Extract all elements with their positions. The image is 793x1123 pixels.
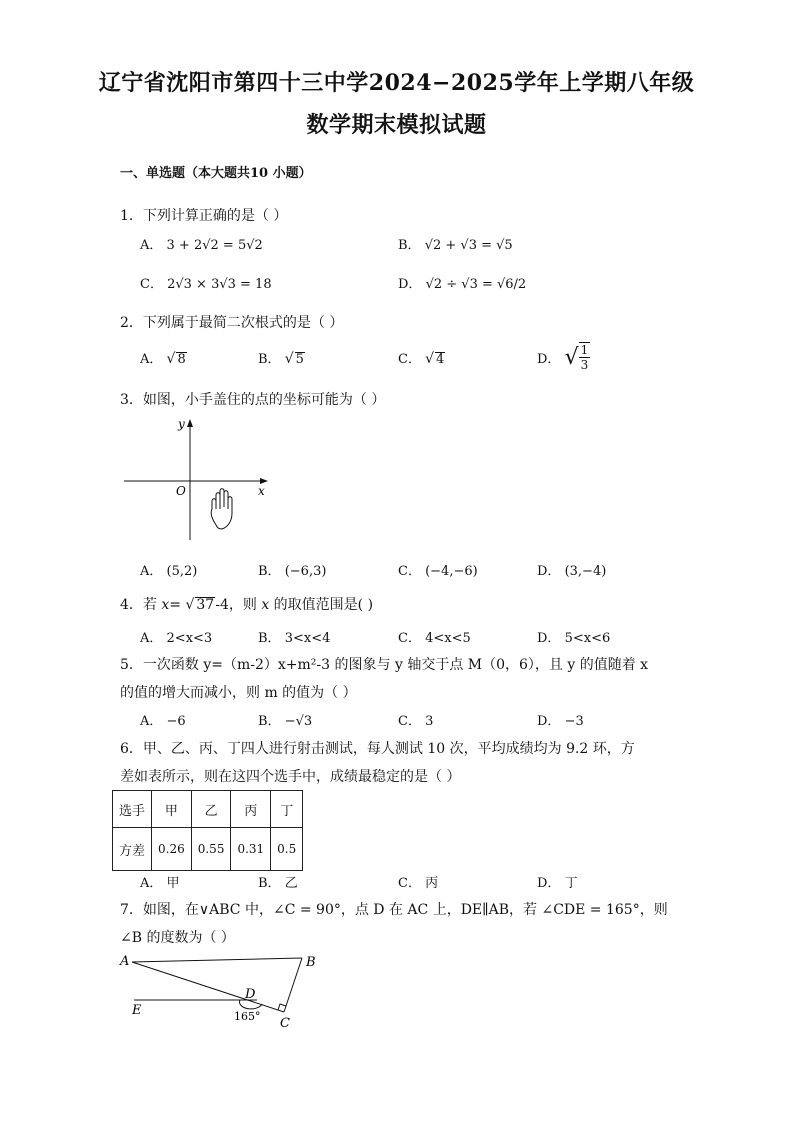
q1-option-c-expr: 2√3 × 3√3 = 18 <box>167 277 272 292</box>
question-3-stem: 3．如图，小手盖住的点的坐标可能为（ ） <box>120 392 386 408</box>
question-2-stem: 2．下列属于最简二次根式的是（ ） <box>120 315 344 331</box>
q1-option-b: B． √2 + √3 = √5 <box>398 238 513 253</box>
q2-option-d-num: 1 <box>580 343 589 357</box>
q5-option-b: B． −√3 <box>258 714 313 729</box>
point-C-label: C <box>280 1016 290 1031</box>
q6-option-c: C． 丙 <box>398 876 439 891</box>
angle-165-label: 165° <box>234 1010 261 1023</box>
table-cell: 方差 <box>113 828 152 871</box>
q6-option-b: B． 乙 <box>258 876 298 891</box>
q1-option-c: C． 2√3 × 3√3 = 18 <box>140 277 272 292</box>
title-line-2: 数学期末模拟试题 <box>306 112 487 138</box>
q3-option-c: C． (−4,−6) <box>398 564 478 579</box>
table-row <box>113 791 303 828</box>
table-cell: 0.55 <box>191 828 231 871</box>
q2-option-b-radicand: 5 <box>295 352 304 367</box>
table-cell: 0.5 <box>271 828 303 871</box>
question-1-stem: 1．下列计算正确的是（ ） <box>120 208 288 224</box>
q6-option-d: D． 丁 <box>537 876 578 891</box>
table-row <box>113 828 303 871</box>
table-cell: 0.31 <box>231 828 271 871</box>
question-6-line-1: 6．甲、乙、丙、丁四人进行射击测试，每人测试 10 次，平均成绩均为 9.2 环，方 <box>120 741 635 757</box>
q4-option-a: A． 2<x<3 <box>140 631 213 646</box>
q3-coordinate-figure <box>118 415 278 547</box>
table-cell: 乙 <box>191 791 231 828</box>
q7-triangle-figure <box>112 950 332 1032</box>
question-4-stem: 4．若 x= √ 37-4，则 x 的取值范围是( ) <box>120 597 374 613</box>
question-6-line-2: 差如表所示，则在这四个选手中，成绩最稳定的是（ ） <box>120 769 461 785</box>
origin-label: O <box>176 484 186 498</box>
q2-option-d: D． √ $\frac{1}{3}$ <box>537 343 589 373</box>
question-5-line-1: 5．一次函数 y=（m-2）x+m²-3 的图象与 y 轴交于点 M（0，6），且 y 的值随着 x <box>120 657 649 673</box>
point-A-label: A <box>120 954 130 969</box>
section-heading: 一、单选题（本大题共10 小题） <box>120 166 312 181</box>
q2-option-a: A． √ 8 <box>140 351 186 367</box>
q3-option-d: D． (3,−4) <box>537 564 607 579</box>
table-cell: 丙 <box>231 791 271 828</box>
table-cell: 丁 <box>271 791 303 828</box>
q4-option-b: B． 3<x<4 <box>258 631 331 646</box>
q5-option-d: D． −3 <box>537 714 584 729</box>
q3-option-a: A． (5,2) <box>140 564 198 579</box>
table-cell: 0.26 <box>152 828 192 871</box>
y-axis-label: y <box>178 417 185 431</box>
y-axis-arrow <box>187 419 193 427</box>
q1-option-d-expr: √2 ÷ √3 = √6/2 <box>425 277 527 292</box>
q2-option-c: C． √ 4 <box>398 351 445 367</box>
question-7-line-1: 7．如图，在∨ABC 中，∠C = 90°，点 D 在 AC 上，DE∥AB，若 ∠CDE = 165°，则 <box>120 902 668 918</box>
q4-option-c: C． 4<x<5 <box>398 631 471 646</box>
table-cell: 甲 <box>152 791 192 828</box>
hand-icon <box>211 489 232 529</box>
q5-option-c: C． 3 <box>398 714 434 729</box>
q5-option-a: A． −6 <box>140 714 186 729</box>
q1-option-a: A． 3 + 2√2 = 5√2 <box>140 238 263 253</box>
variance-table <box>112 790 303 871</box>
q3-option-b: B． (−6,3) <box>258 564 327 579</box>
question-5-line-2: 的值的增大而减小，则 m 的值为（ ） <box>120 685 357 701</box>
q1-option-a-expr: 3 + 2√2 = 5√2 <box>166 238 263 253</box>
x-axis-label: x <box>258 484 265 498</box>
point-D-label: D <box>245 987 256 1002</box>
point-E-label: E <box>132 1003 142 1018</box>
q6-option-a: A． 甲 <box>140 876 180 891</box>
q4-option-d: D． 5<x<6 <box>537 631 611 646</box>
q2-option-d-den: 3 <box>580 358 589 373</box>
q2-option-a-radicand: 8 <box>177 352 186 367</box>
q2-option-b: B． √ 5 <box>258 351 304 367</box>
q2-option-c-radicand: 4 <box>436 352 445 367</box>
table-cell: 选手 <box>113 791 152 828</box>
title-line-1: 辽宁省沈阳市第四十三中学2024−2025学年上学期八年级 <box>98 70 695 96</box>
q1-option-b-expr: √2 + √3 = √5 <box>424 238 513 253</box>
segment-AB <box>132 958 302 962</box>
segment-BC <box>284 958 302 1012</box>
question-7-line-2: ∠B 的度数为（ ） <box>120 930 235 946</box>
point-B-label: B <box>306 955 316 970</box>
q1-option-d: D． √2 ÷ √3 = √6/2 <box>398 277 527 292</box>
